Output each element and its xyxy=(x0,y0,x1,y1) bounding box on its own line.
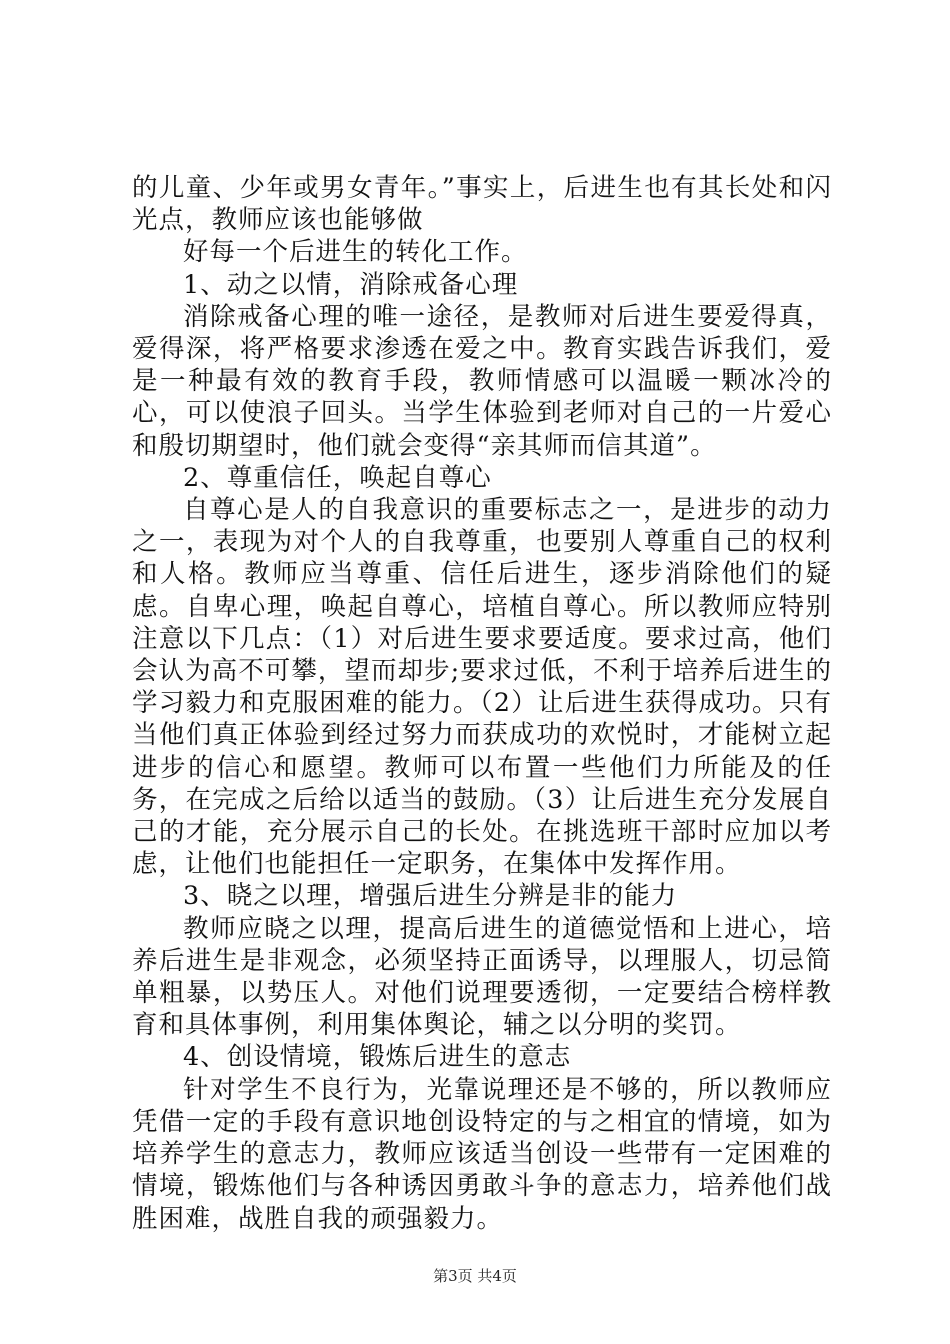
paragraph-continuation: 的儿童、少年或男女青年。”事实上，后进生也有其长处和闪光点，教师应该也能够做 xyxy=(132,173,832,236)
paragraph-section-2: 自尊心是人的自我意识的重要标志之一，是进步的动力之一，表现为对个人的自我尊重，也要别人尊重自己的权利和人格。教师应当尊重、信任后进生，逐步消除他们的疑虑。自卑心理，唤起自尊心，培植自尊心。所以教师应特别注意以下几点：（1）对后进生要求要适度。要求过高，他们会认为高不可攀，望而却步;要求过低，不利于培养后进生的学习毅力和克服困难的能力。（2）让后进生获得成功。只有当他们真正体验到经过努力而获成功的欢悦时，才能树立起进步的信心和愿望。教师可以布置一些他们力所能及的任务，在完成之后给以适当的鼓励。（3）让后进生充分发展自己的才能，充分展示自己的长处。在挑选班干部时应加以考虑，让他们也能担任一定职务，在集体中发挥作用。 xyxy=(132,495,832,880)
section-heading-1: 1、动之以情，消除戒备心理 xyxy=(183,269,519,300)
paragraph-section-4: 针对学生不良行为，光靠说理还是不够的，所以教师应凭借一定的手段有意识地创设特定的与之相宜的情境，如为培养学生的意志力，教师应该适当创设一些带有一定困难的情境，锻炼他们与各种诱因勇敢斗争的意志力，培养他们战胜困难，战胜自我的顽强毅力。 xyxy=(132,1074,832,1234)
section-heading-4: 4、创设情境，锻炼后进生的意志 xyxy=(183,1042,572,1073)
paragraph-section-3: 教师应晓之以理，提高后进生的道德觉悟和上进心，培养后进生是非观念，必须坚持正面诱导，以理服人，切忌简单粗暴，以势压人。对他们说理要透彻，一定要结合榜样教育和具体事例，利用集体舆论，辅之以分明的奖罚。 xyxy=(132,913,832,1041)
section-heading-2: 2、尊重信任，唤起自尊心 xyxy=(183,462,492,493)
section-heading-3: 3、晓之以理，增强后进生分辨是非的能力 xyxy=(183,881,678,912)
paragraph-intro-end: 好每一个后进生的转化工作。 xyxy=(183,237,528,268)
document-body xyxy=(132,172,832,1235)
page-number-footer: 第3页 共4页 xyxy=(433,1267,517,1285)
paragraph-section-1: 消除戒备心理的唯一途径，是教师对后进生要爱得真，爱得深，将严格要求渗透在爱之中。教育实践告诉我们，爱是一种最有效的教育手段，教师情感可以温暖一颗冰冷的心，可以使浪子回头。当学生体验到老师对自己的一片爱心和殷切期望时，他们就会变得“亲其师而信其道”。 xyxy=(132,301,832,461)
